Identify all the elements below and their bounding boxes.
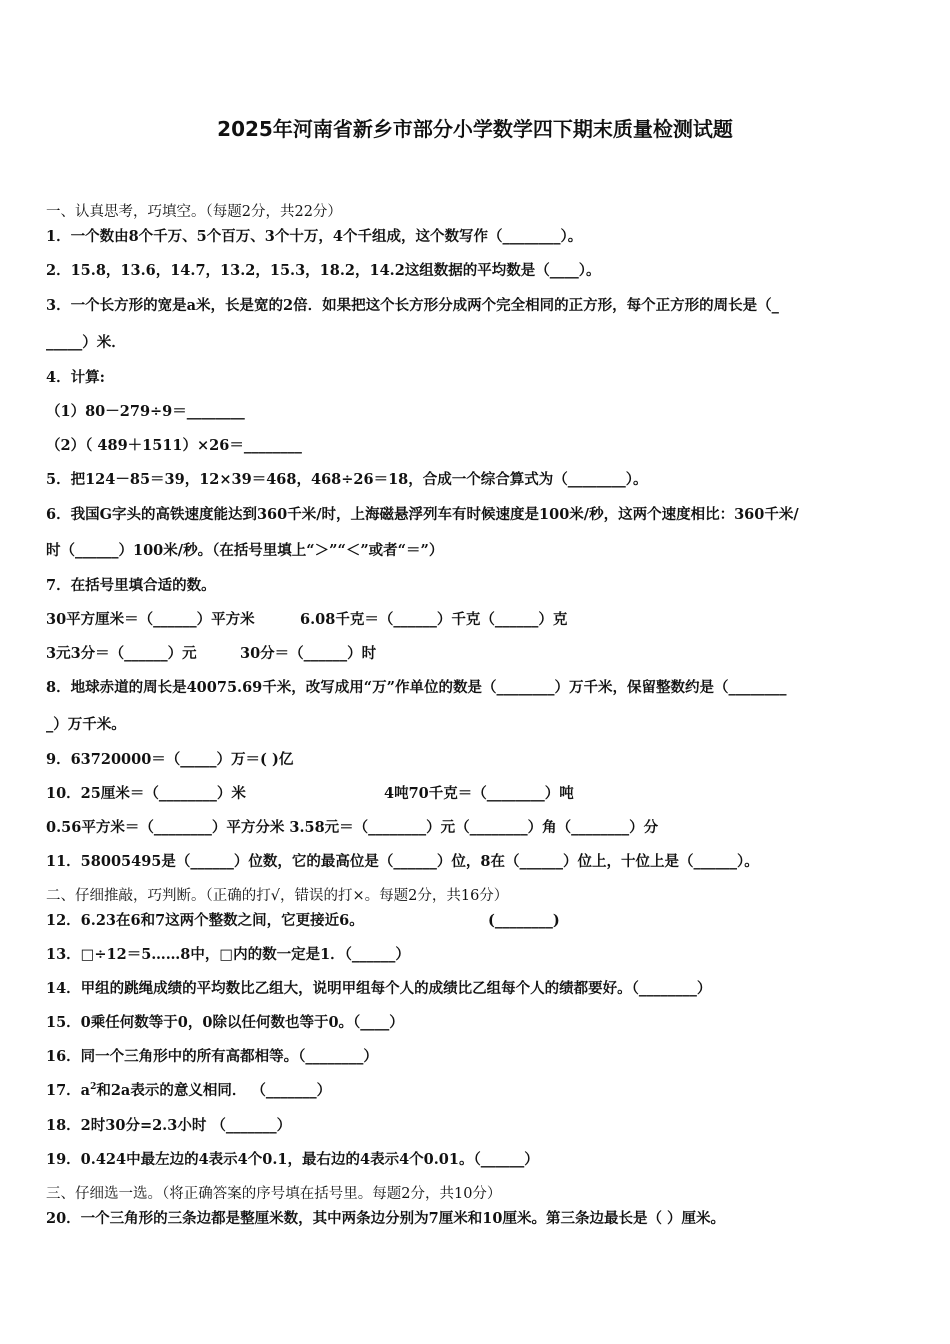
- question-18: 18．2时30分=2.3小时 （_______）: [46, 1117, 292, 1134]
- question-7-item-3: 3元3分＝（______）元: [46, 645, 197, 662]
- question-7-item-2: 6.08千克＝（______）千克（______）克: [300, 611, 568, 628]
- question-20: 20．一个三角形的三条边都是整厘米数，其中两条边分别为7厘米和10厘米。第三条边最长是（ ）厘米。: [46, 1210, 725, 1227]
- question-4-part-2: （2）（ 489＋1511）×26＝________: [46, 437, 302, 454]
- question-17-suffix: 和2a表示的意义相同． （_______）: [96, 1082, 332, 1099]
- question-17: [46, 1081, 331, 1101]
- question-17-exponent: 2: [90, 1082, 97, 1093]
- question-8-line-2: _）万千米。: [46, 716, 126, 733]
- question-5: 5．把124－85＝39，12×39＝468，468÷26＝18，合成一个综合算式为（________）。: [46, 471, 648, 488]
- question-14: 14．甲组的跳绳成绩的平均数比乙组大，说明甲组每个人的成绩比乙组每个人的绩都要好。（________）: [46, 980, 712, 997]
- page-title: 2025年河南省新乡市部分小学数学四下期末质量检测试题: [217, 117, 733, 141]
- question-10-item-1: 10．25厘米＝（________）米: [46, 785, 246, 802]
- question-12: 12．6.23在6和7这两个整数之间，它更接近6。: [46, 912, 364, 929]
- question-16: 16．同一个三角形中的所有高都相等。（________）: [46, 1048, 378, 1065]
- section-heading-1: 一、认真思考，巧填空。（每题2分，共22分）: [46, 204, 342, 220]
- question-6-line-1: 6．我国G字头的高铁速度能达到360千米/时，上海磁悬浮列车有时候速度是100米/秒，这两个速度相比：360千米/: [46, 506, 799, 523]
- question-8-line-1: 8．地球赤道的周长是40075.69千米，改写成用“万”作单位的数是（________）万千米，保留整数约是（________: [46, 679, 787, 696]
- question-1: 1．一个数由8个千万、5个百万、3个十万，4个千组成，这个数写作（________）。: [46, 228, 583, 245]
- section-heading-2: 二、仔细推敲，巧判断。（正确的打√，错误的打×。每题2分，共16分）: [46, 888, 509, 904]
- question-15: 15．0乘任何数等于0，0除以任何数也等于0。（____）: [46, 1014, 404, 1031]
- question-3-line-2: _____）米．: [46, 334, 126, 351]
- question-2: 2．15.8，13.6，14.7，13.2，15.3，18.2，14.2这组数据的平均数是（____）。: [46, 262, 601, 279]
- question-10-item-2: 4吨70千克＝（________）吨: [384, 785, 574, 802]
- question-12-answer-blank: (________): [488, 912, 560, 929]
- question-7-item-1: 30平方厘米＝（______）平方米: [46, 611, 255, 628]
- question-11: 11．58005495是（______）位数，它的最高位是（______）位，8在（______）位上，十位上是（______）。: [46, 853, 759, 870]
- question-4-part-1: （1）80－279÷9＝________: [46, 403, 245, 420]
- question-9: 9．63720000＝（_____）万＝( )亿: [46, 751, 294, 768]
- section-heading-3: 三、仔细选一选。（将正确答案的序号填在括号里。每题2分，共10分）: [46, 1186, 502, 1202]
- question-3-line-1: 3．一个长方形的宽是a米，长是宽的2倍．如果把这个长方形分成两个完全相同的正方形，每个正方形的周长是（_: [46, 297, 779, 314]
- question-7-item-4: 30分＝（______）时: [240, 645, 377, 662]
- question-13: 13．□÷12＝5……8中，□内的数一定是1．（______）: [46, 946, 410, 963]
- question-7: 7．在括号里填合适的数。: [46, 577, 216, 594]
- question-17-prefix: 17．a: [46, 1082, 91, 1099]
- question-4: 4．计算:: [46, 369, 105, 386]
- question-19: 19．0.424中最左边的4表示4个0.1，最右边的4表示4个0.01。（______）: [46, 1151, 539, 1168]
- question-6-line-2: 时（______）100米/秒。（在括号里填上“＞”“＜”或者“＝”）: [46, 542, 444, 559]
- question-10-item-3: 0.56平方米＝（________）平方分米 3.58元＝（________）元（________）角（________）分: [46, 819, 659, 836]
